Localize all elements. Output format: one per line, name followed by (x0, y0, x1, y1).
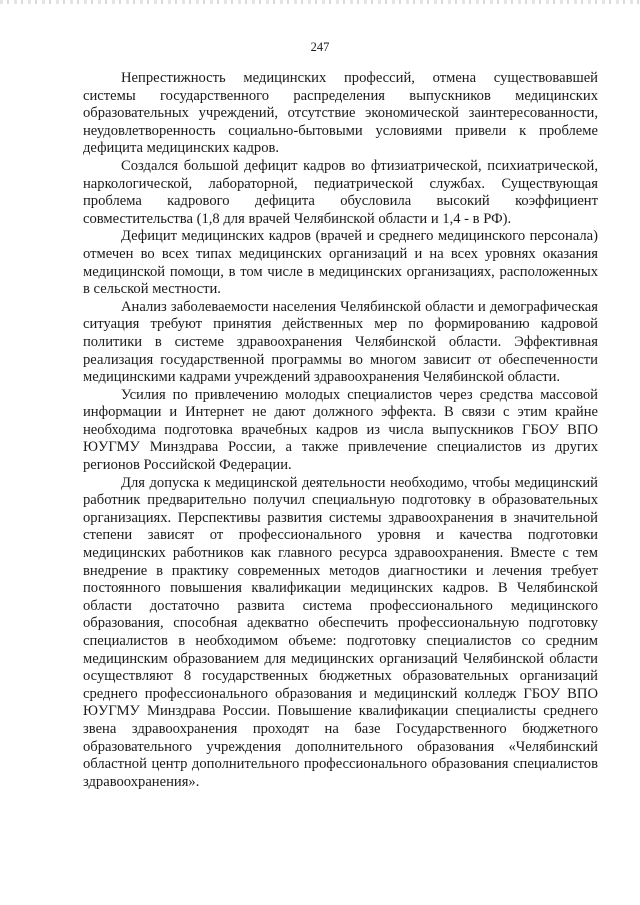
paragraph-2: Создался большой дефицит кадров во фтизиатрической, психиатрической, наркологической, лабораторной, педиатрической службах. Существующая проблема кадрового дефицита обусловила высокий коэффициент совместительства (1,8 для врачей Челябинской области и 1,4 - в РФ). (83, 157, 598, 227)
page-number: 247 (310, 40, 330, 54)
paragraph-4: Анализ заболеваемости населения Челябинской области и демографическая ситуация требуют принятия действенных мер по формированию кадровой политики в системе здравоохранения Челябинской области. Эффективная реализация государственной программы во многом зависит от обеспеченности медицинскими кадрами учреждений здравоохранения Челябинской области. (83, 298, 598, 386)
scan-edge-artifact (0, 0, 640, 4)
document-body (83, 70, 598, 791)
paragraph-3: Дефицит медицинских кадров (врачей и среднего медицинского персонала) отмечен во всех типах медицинских организаций и на всех уровнях оказания медицинской помощи, в том числе в медицинских организациях, расположенных в сельской местности. (83, 228, 598, 298)
paragraph-1: Непрестижность медицинских профессий, отмена существовавшей системы государственного распределения выпускников медицинских образовательных учреждений, отсутствие экономической заинтересованности, неудовлетворенность социально-бытовыми условиями привели к проблеме дефицита медицинских кадров. (83, 70, 598, 157)
paragraph-6: Для допуска к медицинской деятельности необходимо, чтобы медицинский работник предварительно получил специальную подготовку в образовательных организациях. Перспективы развития системы здравоохранения в значительной степени зависят от профессионального уровня и качества подготовки медицинских работников как главного ресурса здравоохранения. Вместе с тем внедрение в практику современных методов диагностики и лечения требует постоянного повышения квалификации медицинских кадров. В Челябинской области достаточно развита система профессионального медицинского образования, способная адекватно обеспечить профессиональную подготовку специалистов в необходимом объеме: подготовку специалистов со средним медицинским образованием для медицинских организаций Челябинской области осуществляют 8 государственных бюджетных образовательных организаций среднего профессионального образования и медицинский колледж ГБОУ ВПО ЮУГМУ Минздрава России. Повышение квалификации специалисты среднего звена здравоохранения проходят на базе Государственного бюджетного образовательного учреждения дополнительного образования «Челябинский областной центр дополнительного профессионального образования специалистов здравоохранения». (83, 474, 598, 790)
paragraph-5: Усилия по привлечению молодых специалистов через средства массовой информации и Интернет не дают должного эффекта. В связи с этим крайне необходима подготовка врачебных кадров из числа выпускников ГБОУ ВПО ЮУГМУ Минздрава России, а также привлечение специалистов из других регионов Российской Федерации. (83, 386, 598, 474)
